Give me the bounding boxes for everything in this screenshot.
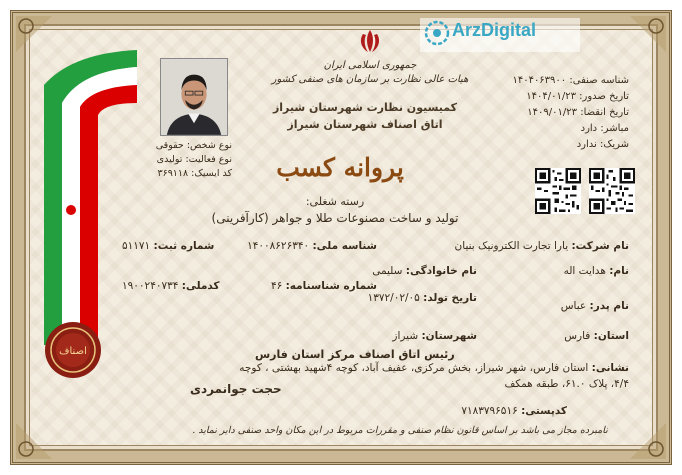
national-id-row: شناسه ملی: ۱۴۰۰۸۶۲۶۳۴۰	[247, 240, 377, 252]
last-name-row: نام خانوادگی: سلیمی	[372, 265, 477, 277]
company-row: نام شرکت: یارا تجارت الکترونیک بنیان	[454, 240, 629, 252]
occupation-label: رسته شغلی:	[305, 195, 365, 208]
guild-seal-icon	[42, 320, 104, 380]
address-row: نشانی: استان فارس، شهر شیراز، بخش مرکزی، عفیف آباد، کوچه ۴شهید بهشتی ، کوچه	[239, 362, 629, 374]
guild-id-row: شناسه صنفی: ۱۴۰۴۰۶۳۹۰۰	[512, 75, 629, 86]
qr-code-icon[interactable]	[535, 168, 581, 214]
seal-text: اصناف	[59, 346, 87, 357]
partner-row: شریک: ندارد	[576, 139, 629, 150]
manager-row: مباشر: دارد	[580, 123, 629, 134]
corner-ornament-icon	[14, 421, 54, 461]
corner-ornament-icon	[628, 421, 668, 461]
issue-date-row: تاریخ صدور: ۱۴۰۴/۰۱/۲۳	[526, 91, 629, 102]
commission-title: کمیسیون نظارت شهرستان شیراز	[272, 101, 458, 114]
postal-code-row: کدپستی: ۷۱۸۳۷۹۶۵۱۶	[461, 405, 567, 417]
id-number-row: شماره شناسنامه: ۴۶	[270, 280, 377, 292]
footer-note: نامبرده مجاز می باشد بر اساس قانون نظام صنفی و مقررات مربوط در این مکان واحد صنفی دایر نماید .	[192, 425, 608, 436]
registration-row: شماره ثبت: ۵۱۱۷۱	[122, 240, 215, 252]
father-name-row: نام پدر: عباس	[560, 300, 629, 312]
page-title: پروانه کسب	[276, 153, 404, 182]
arzdigital-logo-icon	[424, 20, 450, 46]
expiry-date-row: تاریخ انقضا: ۱۴۰۹/۰۱/۲۳	[527, 107, 629, 118]
guild-chamber-title: اتاق اصناف شهرستان شیراز	[287, 118, 443, 131]
holder-photo	[160, 58, 228, 136]
iran-flag-ribbon-icon	[32, 45, 142, 360]
signatory-name: حجت جوانمردی	[190, 382, 282, 396]
address-line2: ۴/۴، پلاک ۶۱.۰، طبقه همکف	[504, 378, 629, 390]
occupation-value: تولید و ساخت مصنوعات طلا و جواهر (کارآفرینی)	[211, 211, 459, 225]
qr-code-icon[interactable]	[589, 168, 635, 214]
first-name-row: نام: هدایت اله	[563, 265, 629, 277]
isic-code-row: کد ایسیک: ۳۶۹۱۱۸	[157, 168, 232, 179]
brand-name[interactable]: ArzDigital	[452, 20, 537, 40]
signature-title: رئیس اتاق اصناف مرکز استان فارس	[255, 348, 455, 361]
national-code-row: کدملی: ۱۹۰۰۲۴۰۷۳۴	[122, 280, 220, 292]
birth-date-row: تاریخ تولد: ۱۳۷۲/۰۲/۰۵	[367, 292, 477, 304]
province-row: استان: فارس	[564, 330, 629, 342]
person-type-row: نوع شخص: حقوقی	[155, 140, 232, 151]
republic-text: جمهوری اسلامی ایران	[323, 60, 417, 71]
supreme-board-text: هیات عالی نظارت بر سازمان های صنفی کشور	[271, 74, 469, 85]
city-row: شهرستان: شیراز	[392, 330, 477, 342]
corner-ornament-icon	[628, 14, 668, 54]
activity-type-row: نوع فعالیت: تولیدی	[156, 154, 232, 165]
iran-emblem-icon	[356, 28, 384, 54]
